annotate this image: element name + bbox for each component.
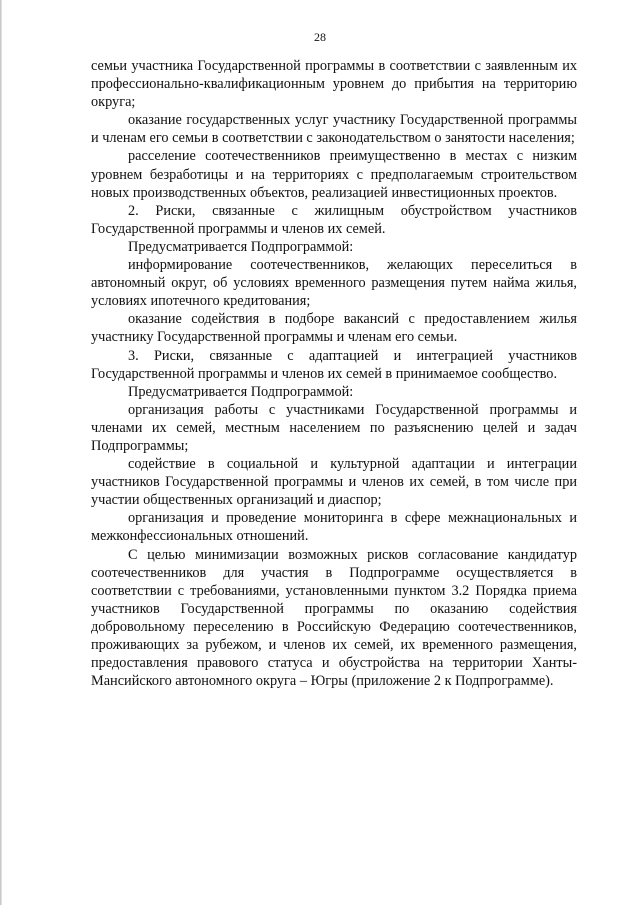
paragraph: расселение соотечественников преимущественно в местах с низким уровнем безработицы и на территориях с предполагаемым строительством новых производственных объектов, реализацией инвестиционных проектов. [91, 148, 577, 201]
paragraph: оказание государственных услуг участнику Государственной программы и членам его семьи в соответствии с законодательством о занятости населения; [91, 112, 577, 147]
paragraph-continued: семьи участника Государственной программы в соответствии с заявленным их профессионально-квалификационным уровнем до прибытия на территорию округа; [91, 58, 577, 111]
body-text [91, 57, 577, 690]
paragraph: информирование соотечественников, желающих переселиться в автономный округ, об условиях временного размещения путем найма жилья, условиях ипотечного кредитования; [91, 257, 577, 310]
paragraph: Предусматривается Подпрограммой: [128, 383, 354, 400]
paragraph: содействие в социальной и культурной адаптации и интеграции участников Государственной программы и членов их семей, в том числе при участии общественных организаций и диаспор; [91, 456, 577, 509]
paragraph-heading-item-2: 2. Риски, связанные с жилищным обустройством участников Государственной программы и членов их семей. [91, 202, 577, 237]
paragraph: организация работы с участниками Государственной программы и членами их семей, местным населением по разъяснению целей и задач Подпрограммы; [91, 401, 577, 454]
scan-edge [0, 0, 2, 905]
paragraph-heading-item-3: 3. Риски, связанные с адаптацией и интеграцией участников Государственной программы и членов их семей в принимаемое сообщество. [91, 347, 577, 382]
paragraph: С целью минимизации возможных рисков согласование кандидатур соотечественников для участия в Подпрограмме осуществляется в соответствии с требованиями, установленными пунктом 3.2 Порядка приема участников Государственной программы по оказанию содействия добровольному переселению в Российскую Федерацию соотечественников, проживающих за рубежом, и членов их семей, их временного размещения, предоставления правового статуса и обустройства на территории Ханты-Мансийского автономного округа – Югры (приложение 2 к Подпрограмме). [91, 546, 577, 690]
paragraph: организация и проведение мониторинга в сфере межнациональных и межконфессиональных отношений. [91, 510, 577, 545]
paragraph: Предусматривается Подпрограммой: [128, 238, 354, 255]
page-number: 28 [314, 30, 326, 44]
paragraph: оказание содействия в подборе вакансий с предоставлением жилья участнику Государственной программы и членам его семьи. [91, 311, 577, 346]
